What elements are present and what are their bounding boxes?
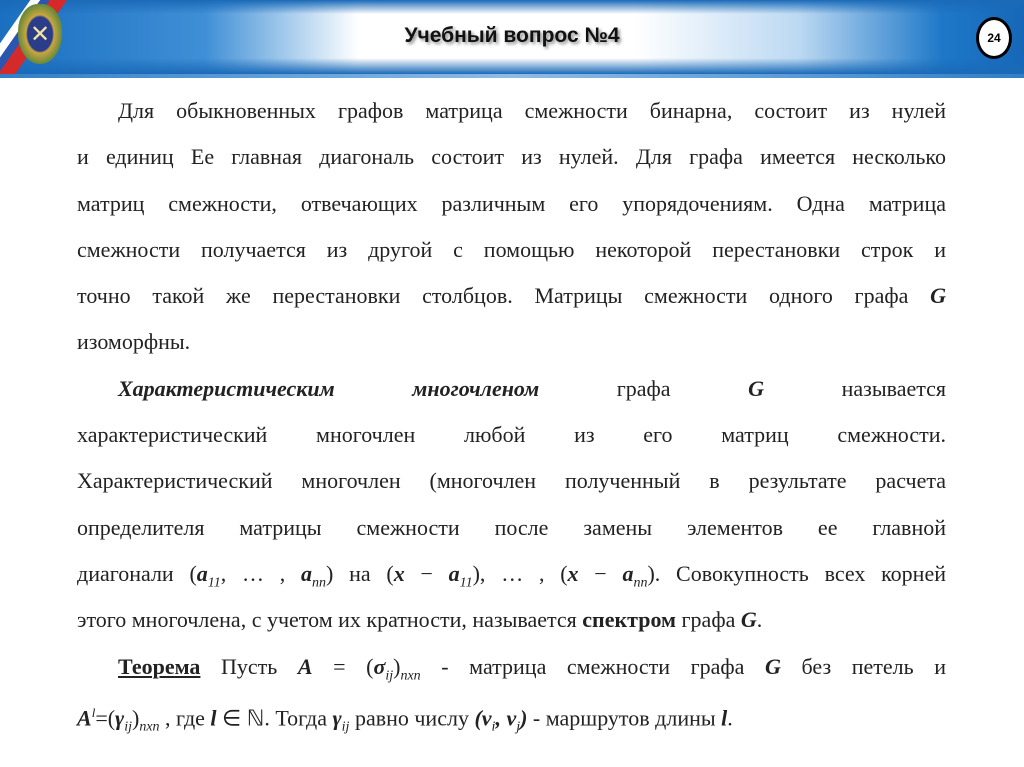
text-segment: изоморфны. bbox=[77, 329, 191, 355]
emblem-logo: ✕ bbox=[18, 4, 62, 64]
text-segment: A bbox=[77, 705, 92, 731]
text-segment: ) bbox=[393, 653, 401, 679]
text-segment: G bbox=[740, 607, 757, 633]
text-segment: этого многочлена, с учетом их кратности, называется bbox=[77, 607, 583, 633]
text-segment: - маршрутов длины bbox=[527, 705, 722, 731]
text-segment: ) на ( bbox=[326, 560, 394, 586]
text-segment: 11 bbox=[207, 575, 221, 591]
text-segment: ) bbox=[520, 705, 528, 731]
text-segment: nxn bbox=[139, 719, 160, 735]
text-segment: a bbox=[448, 560, 460, 586]
text-segment: . bbox=[727, 705, 733, 731]
text-segment: a bbox=[196, 560, 208, 586]
text-segment: , … , bbox=[220, 560, 302, 586]
text-segment: − bbox=[404, 560, 449, 586]
text-segment: (v bbox=[474, 705, 492, 731]
text-segment: диагонали ( bbox=[77, 560, 197, 586]
text-segment: A bbox=[297, 653, 313, 679]
text-segment: графа bbox=[676, 607, 741, 633]
text-segment: ). Совокупность всех корней bbox=[647, 560, 946, 586]
page-number: 24 bbox=[976, 17, 1012, 59]
text-segment: Характеристический многочлен (многочлен полученный в результате расчета bbox=[77, 468, 946, 494]
text-segment: без петель и bbox=[780, 653, 946, 679]
text-line bbox=[77, 556, 946, 602]
text-segment: x bbox=[393, 560, 405, 586]
text-segment: l bbox=[210, 705, 217, 731]
text-segment: l bbox=[721, 705, 728, 731]
text-segment: l bbox=[91, 704, 96, 720]
text-segment: x bbox=[567, 560, 579, 586]
text-segment: G bbox=[765, 653, 781, 679]
text-segment: ij bbox=[124, 719, 132, 735]
text-segment: nn bbox=[633, 575, 648, 591]
text-segment: - матрица смежности графа bbox=[420, 653, 766, 679]
text-line bbox=[77, 510, 946, 556]
text-segment: , v bbox=[495, 705, 517, 731]
text-segment: Теорема bbox=[118, 653, 201, 679]
text-segment: Характеристическим многочленом bbox=[118, 375, 540, 401]
text-line bbox=[77, 139, 946, 185]
text-segment: называется bbox=[764, 375, 946, 401]
text-segment: ∈ ℕ. Тогда bbox=[216, 705, 333, 731]
text-segment: ij bbox=[341, 719, 350, 735]
slide-body bbox=[77, 93, 946, 741]
text-segment: γ bbox=[332, 705, 342, 731]
text-segment: графа bbox=[539, 375, 749, 401]
text-line bbox=[77, 695, 946, 741]
text-segment: 11 bbox=[459, 575, 473, 591]
text-line bbox=[77, 186, 946, 232]
text-segment: G bbox=[930, 283, 946, 309]
text-segment: nxn bbox=[400, 667, 421, 683]
text-segment: G bbox=[748, 375, 765, 401]
text-line bbox=[77, 93, 946, 139]
slide-title: Учебный вопрос №4 bbox=[404, 24, 620, 47]
text-segment: = ( bbox=[312, 653, 374, 679]
text-segment: γ bbox=[115, 705, 125, 731]
header-divider bbox=[0, 74, 1024, 78]
text-segment: a bbox=[301, 560, 313, 586]
text-segment: =( bbox=[95, 705, 116, 731]
text-segment: σ bbox=[373, 653, 386, 679]
text-line bbox=[77, 649, 946, 695]
text-segment: Пусть bbox=[200, 653, 298, 679]
text-segment: ), … , ( bbox=[472, 560, 568, 586]
text-segment: равно числу bbox=[349, 705, 475, 731]
text-line bbox=[77, 463, 946, 509]
text-line bbox=[77, 324, 946, 370]
text-segment: определителя матрицы смежности после замены элементов ее главной bbox=[77, 514, 946, 540]
text-segment: матриц смежности, отвечающих различным его упорядочениям. Одна матрица bbox=[77, 190, 946, 216]
text-line bbox=[77, 278, 946, 324]
text-line bbox=[77, 602, 946, 648]
text-segment: nn bbox=[312, 575, 327, 591]
text-segment: j bbox=[516, 719, 521, 735]
text-segment: a bbox=[622, 560, 634, 586]
text-segment: i bbox=[491, 719, 496, 735]
text-segment: смежности получается из другой с помощью некоторой перестановки строк и bbox=[77, 236, 946, 262]
text-segment: , где bbox=[159, 705, 211, 731]
text-segment: спектром bbox=[582, 607, 677, 633]
text-segment: ) bbox=[131, 705, 140, 731]
text-segment: характеристический многочлен любой из его матриц смежности. bbox=[77, 422, 946, 448]
text-segment: . bbox=[756, 607, 763, 633]
text-segment: точно такой же перестановки столбцов. Матрицы смежности одного графа bbox=[77, 283, 931, 309]
text-segment: ij bbox=[385, 667, 394, 683]
text-segment: и единиц Ее главная диагональ состоит из нулей. Для графа имеется несколько bbox=[77, 144, 946, 170]
text-segment: Для обыкновенных графов матрица смежности бинарна, состоит из нулей bbox=[118, 98, 946, 123]
text-segment: − bbox=[578, 560, 623, 586]
text-line bbox=[77, 417, 946, 463]
text-line bbox=[77, 371, 946, 417]
text-line bbox=[77, 232, 946, 278]
